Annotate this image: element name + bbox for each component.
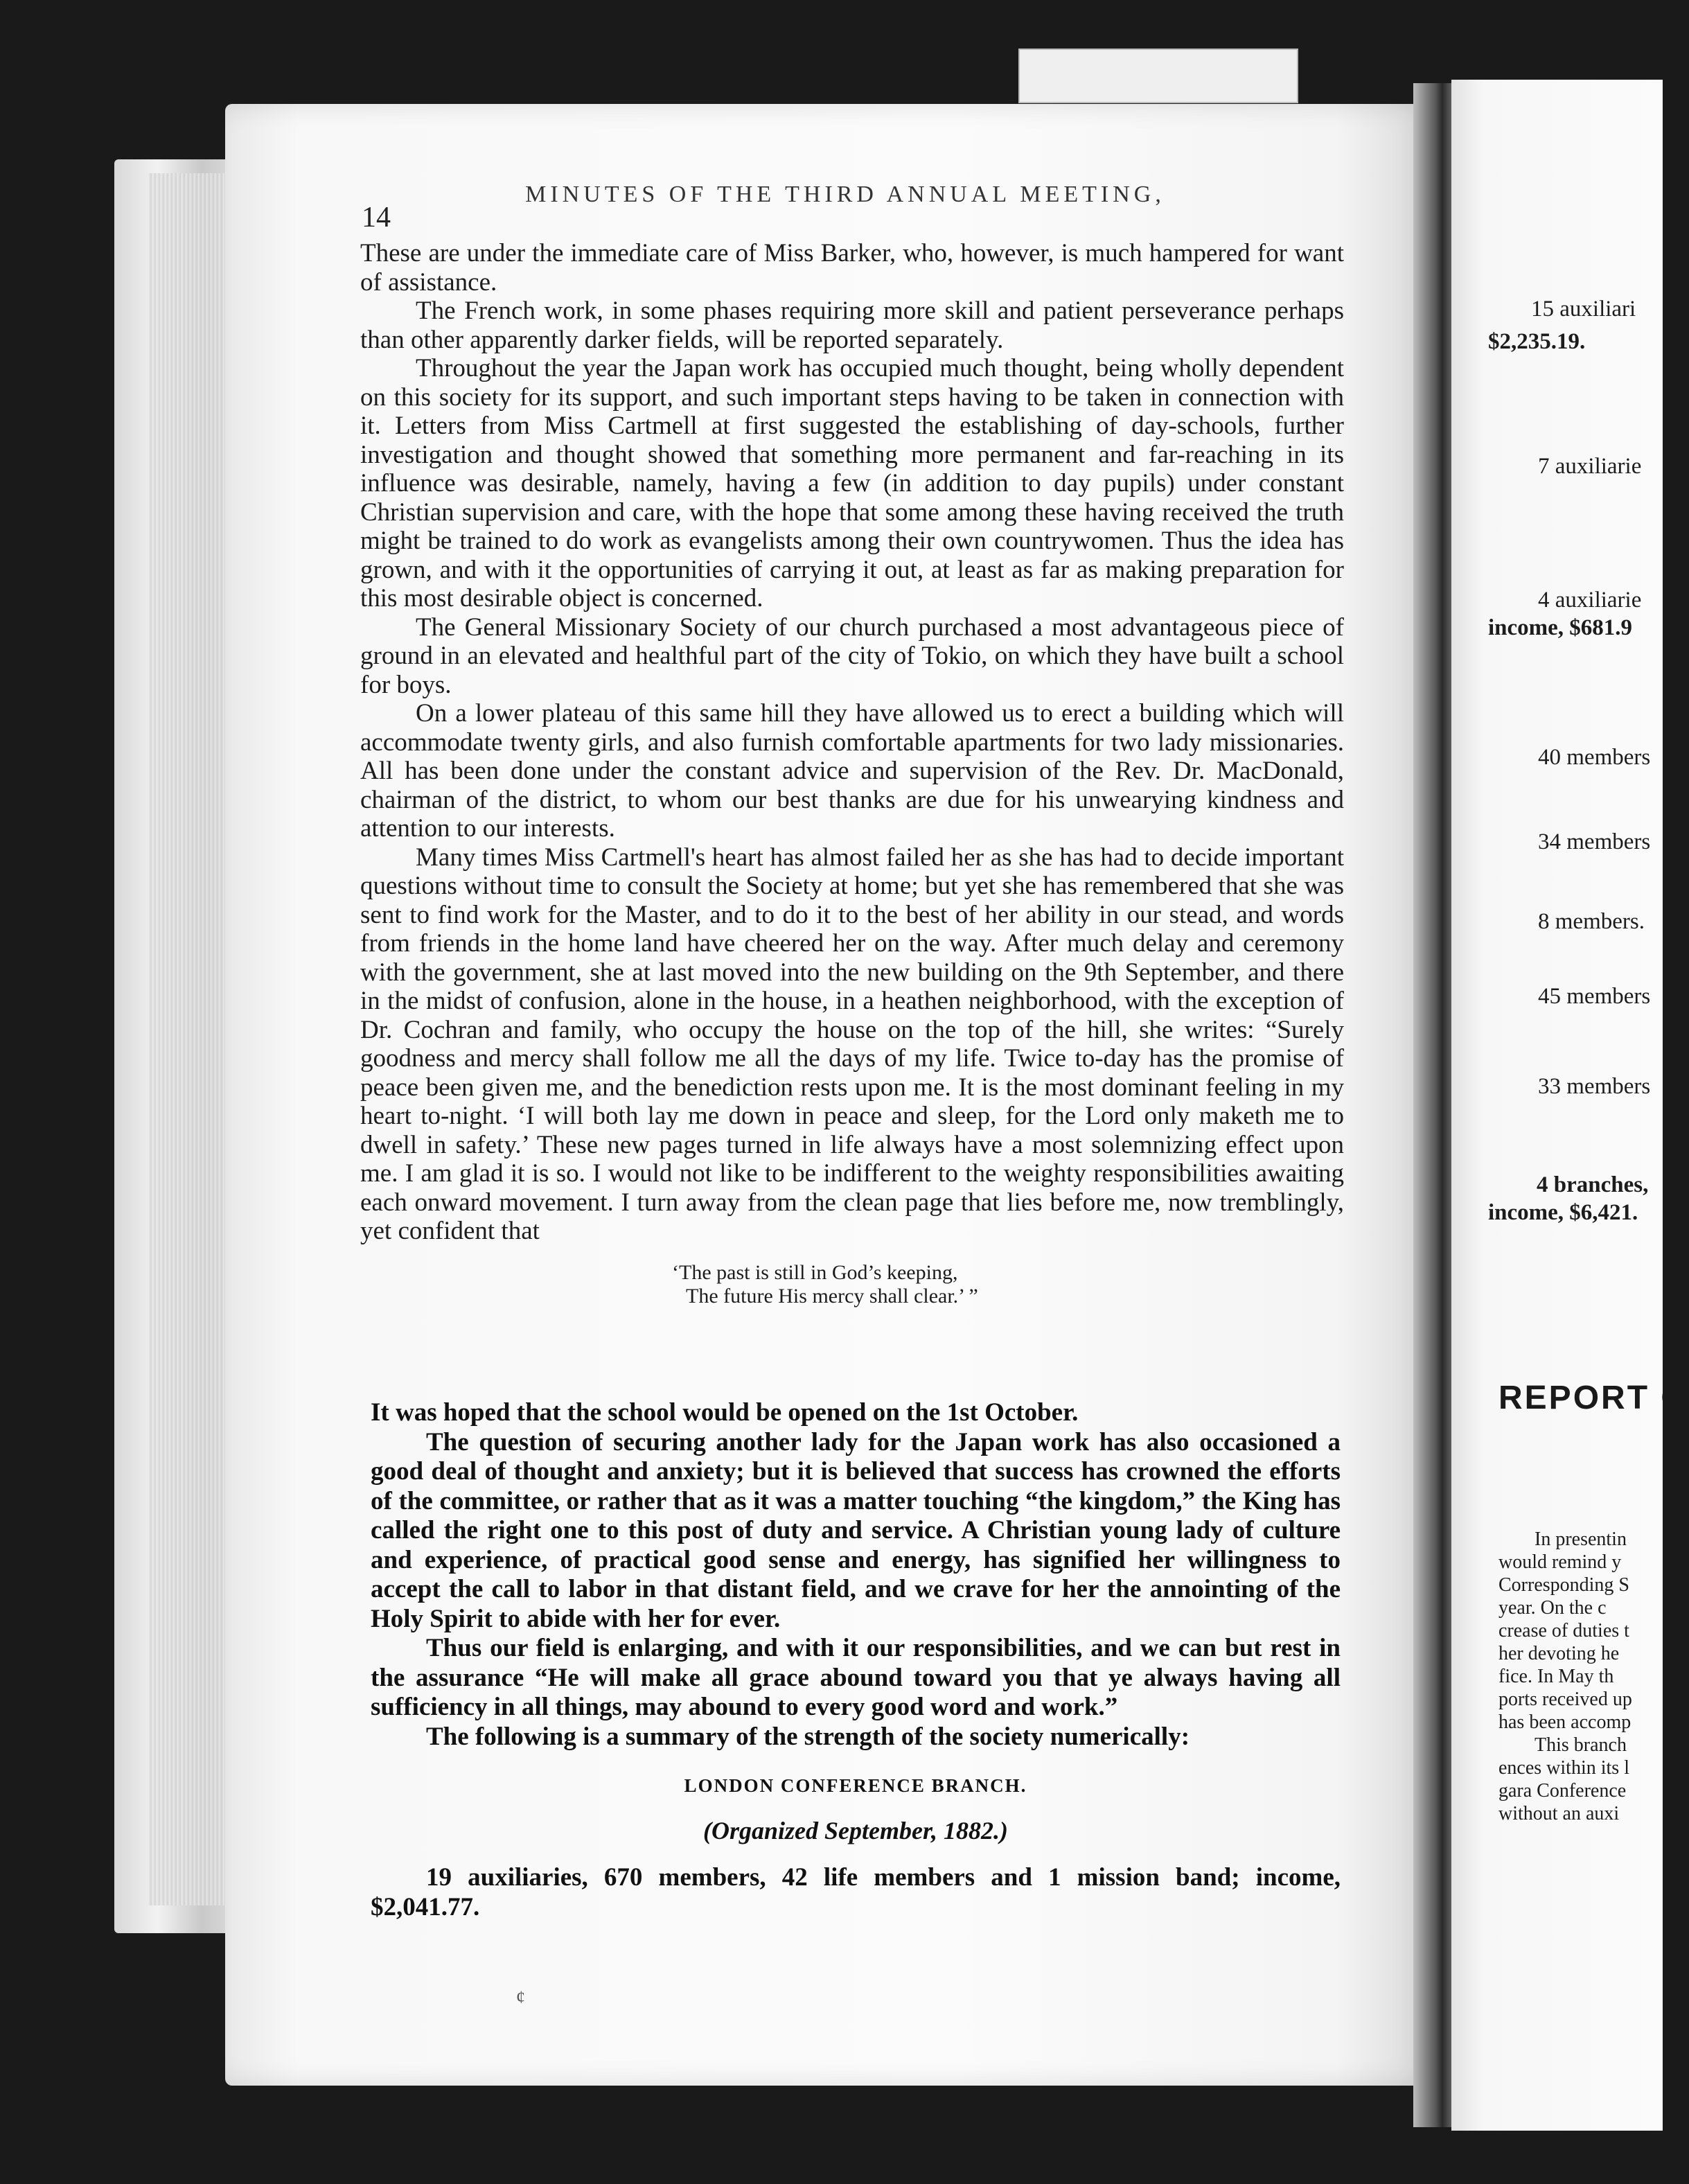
report-heading: REPORT O — [1498, 1380, 1689, 1416]
report-line: crease of duties t — [1498, 1620, 1629, 1641]
report-line: Corresponding S — [1498, 1574, 1629, 1596]
report-line: ports received up — [1498, 1689, 1632, 1710]
report-line: In presentin — [1535, 1529, 1627, 1550]
report-line: without an auxi — [1498, 1803, 1620, 1824]
right-fragment: income, $6,421. — [1488, 1200, 1638, 1225]
ink-mark: ¢ — [516, 1987, 525, 2007]
paper-tab — [1018, 49, 1298, 103]
right-fragment: 45 members — [1538, 984, 1651, 1009]
report-line: her devoting he — [1498, 1643, 1620, 1664]
report-line: year. On the c — [1498, 1597, 1607, 1619]
right-fragment: 34 members — [1538, 829, 1651, 854]
branch-summary: 19 auxiliaries, 670 members, 42 life members and 1 mission band; income, $2,041.77. — [371, 1863, 1341, 1921]
branch-title: LONDON CONFERENCE BRANCH. — [684, 1775, 1027, 1796]
right-fragment: 7 auxiliarie — [1538, 454, 1642, 479]
paragraph: These are under the immediate care of Miss Barker, who, however, is much hampered for want of assistance. — [360, 239, 1344, 297]
report-line: This branch — [1535, 1734, 1627, 1756]
page-number: 14 — [362, 202, 391, 234]
right-fragment: 8 members. — [1538, 909, 1645, 934]
report-text — [1498, 1528, 1665, 1825]
paragraph: It was hoped that the school would be opened on the 1st October. — [371, 1398, 1079, 1427]
paragraph: The General Missionary Society of our church purchased a most advantageous piece of ground in an elevated and healthful part of the city of Tokio, on which they have built a school for boys. — [360, 613, 1344, 699]
right-fragment: 40 members — [1538, 745, 1651, 770]
report-line: gara Conference — [1498, 1780, 1627, 1802]
report-line: has been accomp — [1498, 1711, 1631, 1733]
lower-body-text — [371, 1398, 1341, 1922]
branch-organized: (Organized September, 1882.) — [703, 1816, 1008, 1844]
body-text — [360, 239, 1344, 1326]
paragraph: Throughout the year the Japan work has occupied much thought, being wholly dependent on this society for its support, and such important steps having to be taken in connection with it. Letters from Miss Cartmell at first suggested the establishing of day-schools, further investigation and thought showed that something more permanent and far-reaching in its influence was desirable, namely, having a few (in addition to day pupils) under constant Christian supervision and care, with the hope that some among these having received the truth might be trained to do work as evangelists among their own countrywomen. Thus the idea has grown, and with it the opportunities of carrying it out, at least as far as making preparation for this most desirable object is concerned. — [360, 354, 1344, 613]
right-fragment: $2,235.19. — [1488, 329, 1586, 354]
right-fragment: 15 auxiliari — [1531, 297, 1636, 322]
paragraph: The French work, in some phases requiring more skill and patient perseverance perhaps than other apparently darker fields, will be reported separately. — [360, 297, 1344, 354]
poem-line: The future His mercy shall clear.’ ” — [686, 1284, 978, 1307]
paragraph: Many times Miss Cartmell's heart has almost failed her as she has had to decide important questions without time to consult the Society at home; but yet she has remembered that she was sent to find work for the Master, and to do it to the best of her ability in our stead, and words from friends in the home land have cheered her on the way. After much delay and ceremony with the government, she at last moved into the new building on the 9th September, and there in the midst of confusion, alone in the house, in a heathen neighborhood, with the exception of Dr. Cochran and family, who occupy the house on the top of the hill, she writes: “Surely goodness and mercy shall follow me all the days of my life. Twice to-day has the promise of peace been given me, and the benediction rests upon me. It is the most dominant feeling in my heart to-night. ‘I will both lay me down in peace and sleep, for the Lord only maketh me to dwell in safety.’ These new pages turned in life always have a most solemnizing effect upon me. I am glad it is so. I would not like to be indifferent to the weighty responsibilities awaiting each onward movement. I turn away from the clean page that lies before me, now tremblingly, yet confident that — [360, 843, 1344, 1245]
paragraph: On a lower plateau of this same hill they have allowed us to erect a building which will accommodate twenty girls, and also furnish comfortable apartments for two lady missionaries. All has been done under the constant advice and supervision of the Rev. Dr. MacDonald, chairman of the district, to whom our best thanks are due for his unwearying kindness and attention to our interests. — [360, 699, 1344, 843]
right-fragment: income, $681.9 — [1488, 615, 1633, 640]
poem-line: ‘The past is still in God’s keeping, — [672, 1260, 958, 1284]
running-head: MINUTES OF THE THIRD ANNUAL MEETING, — [525, 182, 1165, 207]
poem-quote — [360, 1261, 1344, 1308]
right-fragment: 4 auxiliarie — [1538, 588, 1642, 613]
paragraph: The following is a summary of the strength of the society numerically: — [426, 1722, 1190, 1751]
report-line: ences within its l — [1498, 1757, 1629, 1779]
report-line: would remind y — [1498, 1551, 1622, 1573]
right-fragment: 33 members — [1538, 1074, 1651, 1099]
paragraph: Thus our field is enlarging, and with it our responsibilities, and we can but rest in the assurance “He will make all grace abound toward you that ye always having all sufficiency in all things, may abound to every good word and work.” — [371, 1634, 1341, 1721]
report-line: fice. In May th — [1498, 1666, 1614, 1687]
right-fragment: 4 branches, — [1537, 1172, 1649, 1197]
paragraph: The question of securing another lady for the Japan work has also occasioned a good deal of thought and anxiety; but it is believed that success has crowned the efforts of the committee, or rather that as it was a matter touching “the kingdom,” the King has called the right one to this post of duty and service. A Christian young lady of culture and experience, of practical good sense and energy, has signified her willingness to accept the call to labor in that distant field, and we crave for her the annointing of the Holy Spirit to abide with her for ever. — [371, 1427, 1341, 1633]
book-page-edges — [149, 173, 232, 1905]
